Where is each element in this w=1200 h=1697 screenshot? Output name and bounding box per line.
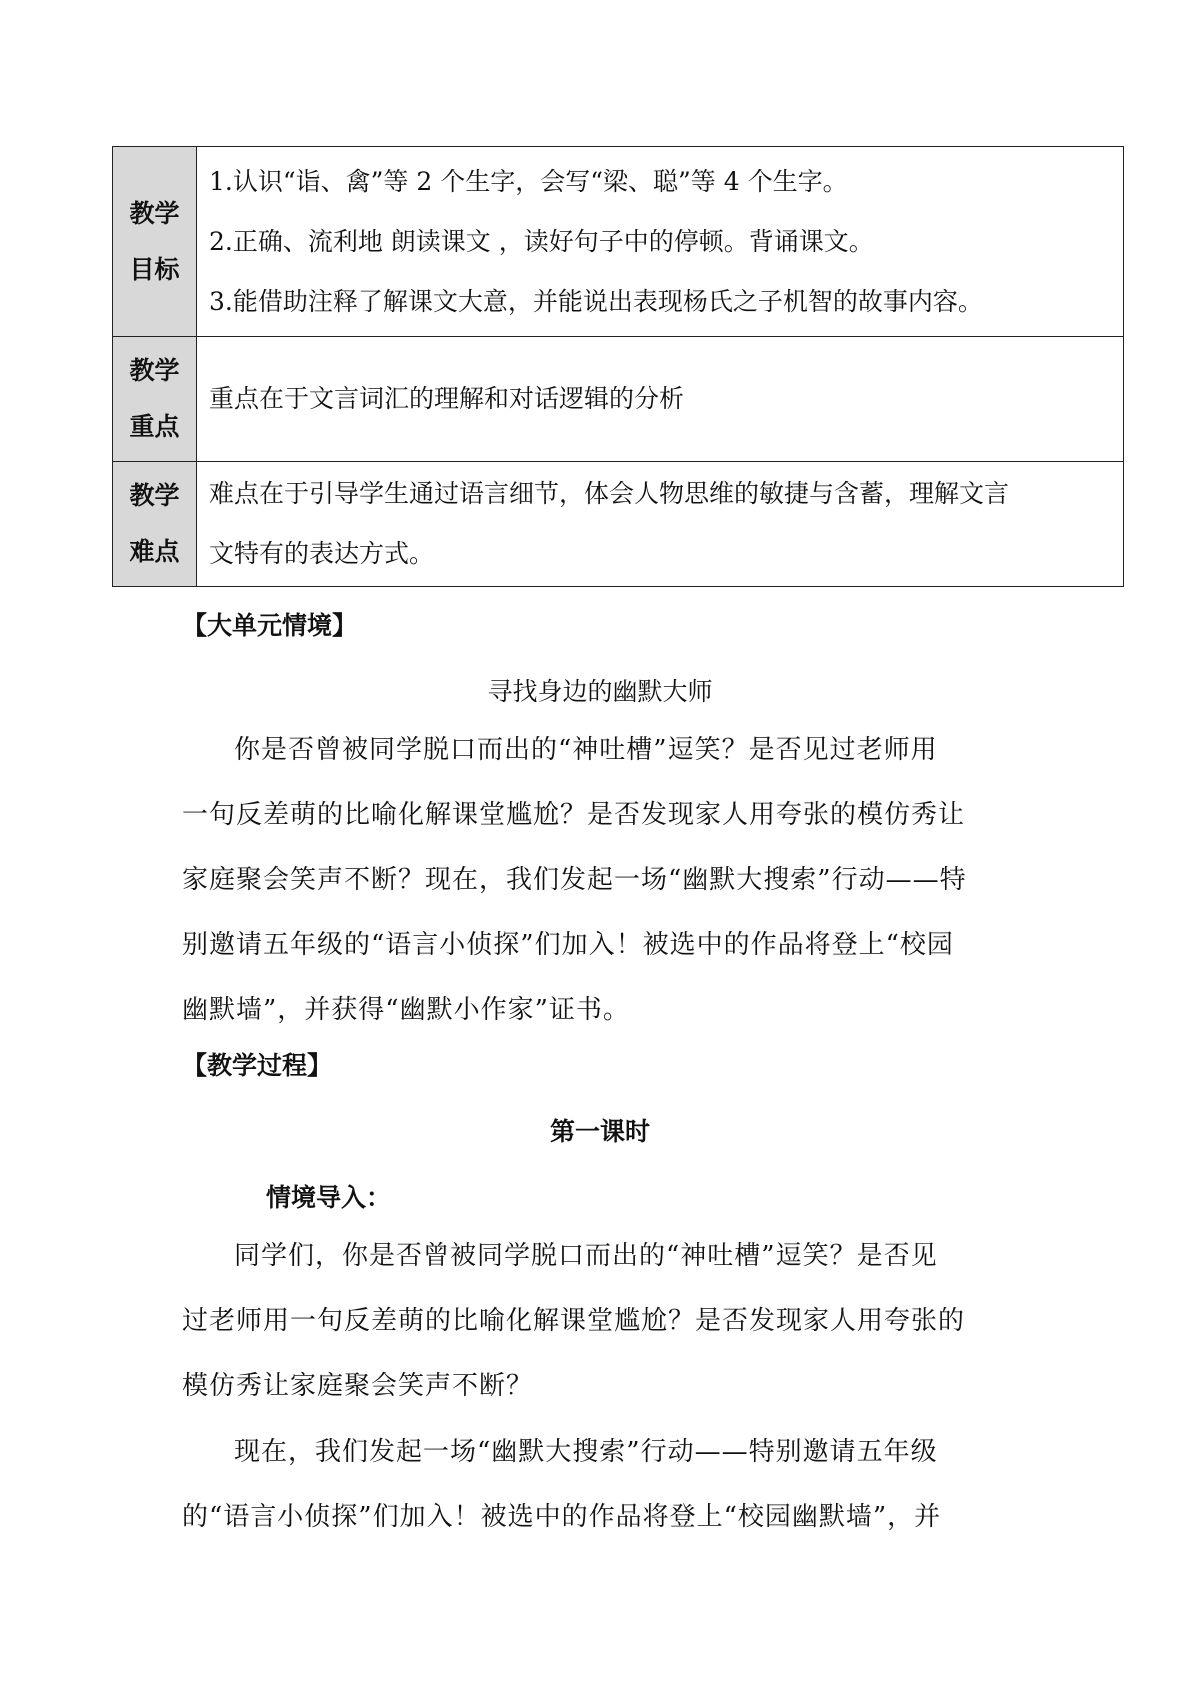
row-content-key-points [197,337,1124,462]
intro-paragraph-2: 现在，我们发起一场“幽默大搜索”行动——特别邀请五年级 的“语言小侦探”们加入！被选中的作品将登上“校园幽默墙”，并 [182,1437,942,1532]
teaching-process-heading: 【教学过程】 [182,1051,333,1080]
goal-line: 1.认识“诣、禽”等 2 个生字，会写“梁、聪”等 4 个生字。 [209,166,848,196]
table-row-key-points [113,337,1124,462]
difficulty-line: 难点在于引导学生通过语言细节，体会人物思维的敏捷与含蓄，理解文言 [209,479,1010,508]
teaching-info-table [112,146,1124,587]
unit-situation-paragraph: 你是否曾被同学脱口而出的“神吐槽”逗笑？是否见过老师用 一句反差萌的比喻化解课堂尴尬？是否发现家人用夸张的模仿秀让 家庭聚会笑声不断？现在，我们发起一场“幽默大搜索”行动——特 别邀请五年级的“语言小侦探”们加入！被选中的作品将登上“校园 幽默墙”，并获得“幽默小作家”证书。 [182,735,967,1025]
difficulty-line: 文特有的表达方式。 [209,539,435,568]
key-point-line: 重点在于文言词汇的理解和对话逻辑的分析 [209,384,685,413]
table-row-difficulties [113,462,1124,587]
intro-heading: 情境导入： [266,1183,392,1212]
row-label-difficulties: 教学 难点 [113,462,197,587]
intro-paragraph-1: 同学们，你是否曾被同学脱口而出的“神吐槽”逗笑？是否见 过老师用一句反差萌的比喻化解课堂尴尬？是否发现家人用夸张的 模仿秀让家庭聚会笑声不断？ [182,1241,966,1401]
row-label-key-points: 教学 重点 [113,337,197,462]
goal-line: 2.正确、流利地 朗读课文 ，读好句子中的停顿。背诵课文。 [209,226,874,256]
row-content-goals [197,147,1124,337]
table-row-goals [113,147,1124,337]
unit-situation-heading: 【大单元情境】 [182,611,358,640]
row-content-difficulties [197,462,1124,587]
goal-line: 3.能借助注释了解课文大意，并能说出表现杨氏之子机智的故事内容。 [209,286,983,316]
row-label-goals: 教学 目标 [113,147,197,337]
lesson-title: 第一课时 [549,1117,650,1146]
unit-situation-title: 寻找身边的幽默大师 [487,677,713,706]
